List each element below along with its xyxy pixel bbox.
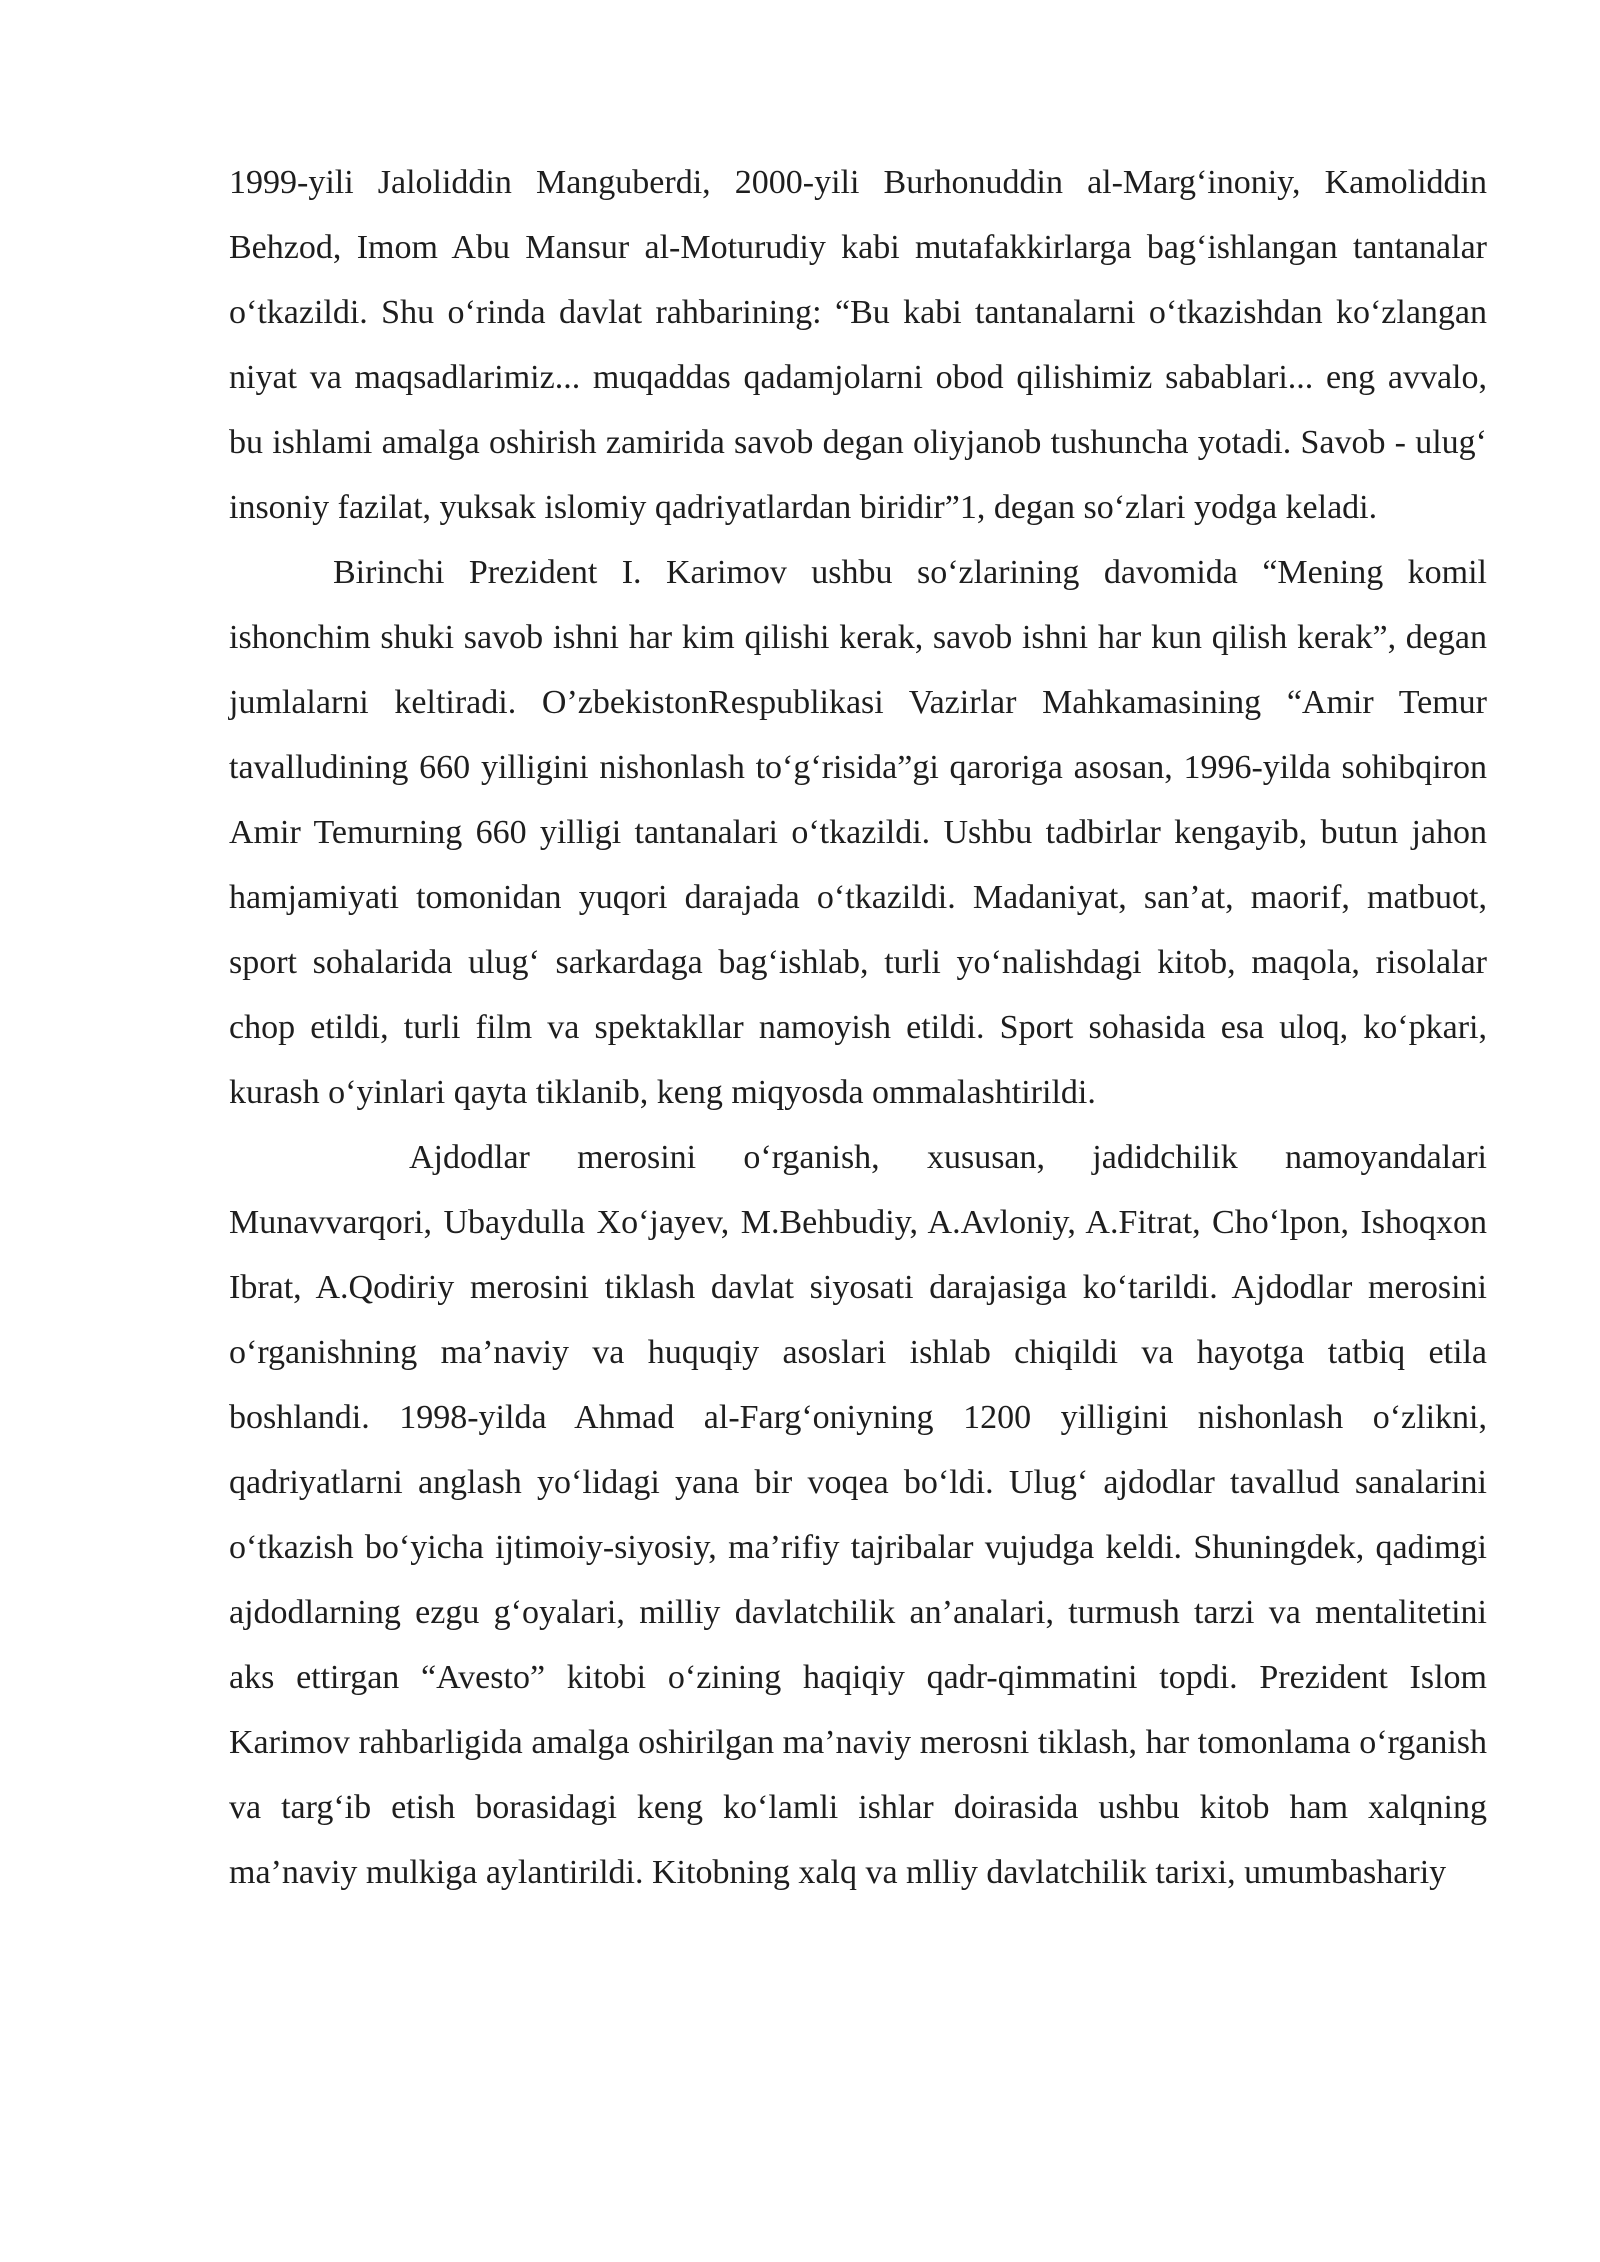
paragraph-3: Ajdodlar merosini o‘rganish, xususan, jadidchilik namoyandalari Munavvarqori, Ubaydulla Xo‘jayev, M.Behbudiy, A.Avloniy, A.Fitrat, Cho‘lpon, Ishoqxon Ibrat, A.Qodiriy merosini tiklash davlat siyosati darajasiga ko‘tarildi. Ajdodlar merosini o‘rganishning ma’naviy va huquqiy asoslari ishlab chiqildi va hayotga tatbiq etila boshlandi. 1998-yilda Ahmad al-Farg‘oniyning 1200 yilligini nishonlash o‘zlikni, qadriyatlarni anglash yo‘lidagi yana bir voqea bo‘ldi. Ulug‘ ajdodlar tavallud sanalarini o‘tkazish bo‘yicha ijtimoiy-siyosiy, ma’rifiy tajribalar vujudga keldi. Shuningdek, qadimgi ajdodlarning ezgu g‘oyalari, milliy davlatchilik an’analari, turmush tarzi va mentalitetini aks ettirgan “Avesto” kitobi o‘zining haqiqiy qadr-qimmatini topdi. Prezident Islom Karimov rahbarligida amalga oshirilgan ma’naviy merosni tiklash, har tomonlama o‘rganish va targ‘ib etish borasidagi keng ko‘lamli ishlar doirasida ushbu kitob ham xalqning ma’naviy mulkiga aylantirildi. Kitobning xalq va mlliy davlatchilik tarixi, umumbashariy (229, 1139, 1487, 1891)
paragraph-1: 1999-yili Jaloliddin Manguberdi, 2000-yili Burhonuddin al-Marg‘inoniy, Kamoliddin Behzod, Imom Abu Mansur al-Moturudiy kabi mutafakkirlarga bag‘ishlangan tantanalar o‘tkazildi. Shu o‘rinda davlat rahbarining: “Bu kabi tantanalarni o‘tkazishdan ko‘zlangan niyat va maqsadlarimiz... muqaddas qadamjolarni obod qilishimiz sabablari... eng avvalo, bu ishlami amalga oshirish zamirida savob degan oliyjanob tushuncha yotadi. Savob - ulug‘ insoniy fazilat, yuksak islomiy qadriyatlardan biridir”1, degan so‘zlari yodga keladi. (229, 164, 1487, 526)
paragraph-2: Birinchi Prezident I. Karimov ushbu so‘zlarining davomida “Mening komil ishonchim shuki savob ishni har kim qilishi kerak, savob ishni har kun qilish kerak”, degan jumlalarni keltiradi. O’zbekistonRespublikasi Vazirlar Mahkamasining “Amir Temur tavalludining 660 yilligini nishonlash to‘g‘risida”gi qaroriga asosan, 1996-yilda sohibqiron Amir Temurning 660 yilligi tantanalari o‘tkazildi. Ushbu tadbirlar kengayib, butun jahon hamjamiyati tomonidan yuqori darajada o‘tkazildi. Madaniyat, san’at, maorif, matbuot, sport sohalarida ulug‘ sarkardaga bag‘ishlab, turli yo‘nalishdagi kitob, maqola, risolalar chop etildi, turli film va spektakllar namoyish etildi. Sport sohasida esa uloq, ko‘pkari, kurash o‘yinlari qayta tiklanib, keng miqyosda ommalashtirildi. (229, 554, 1487, 1111)
body-text (229, 150, 1487, 1905)
